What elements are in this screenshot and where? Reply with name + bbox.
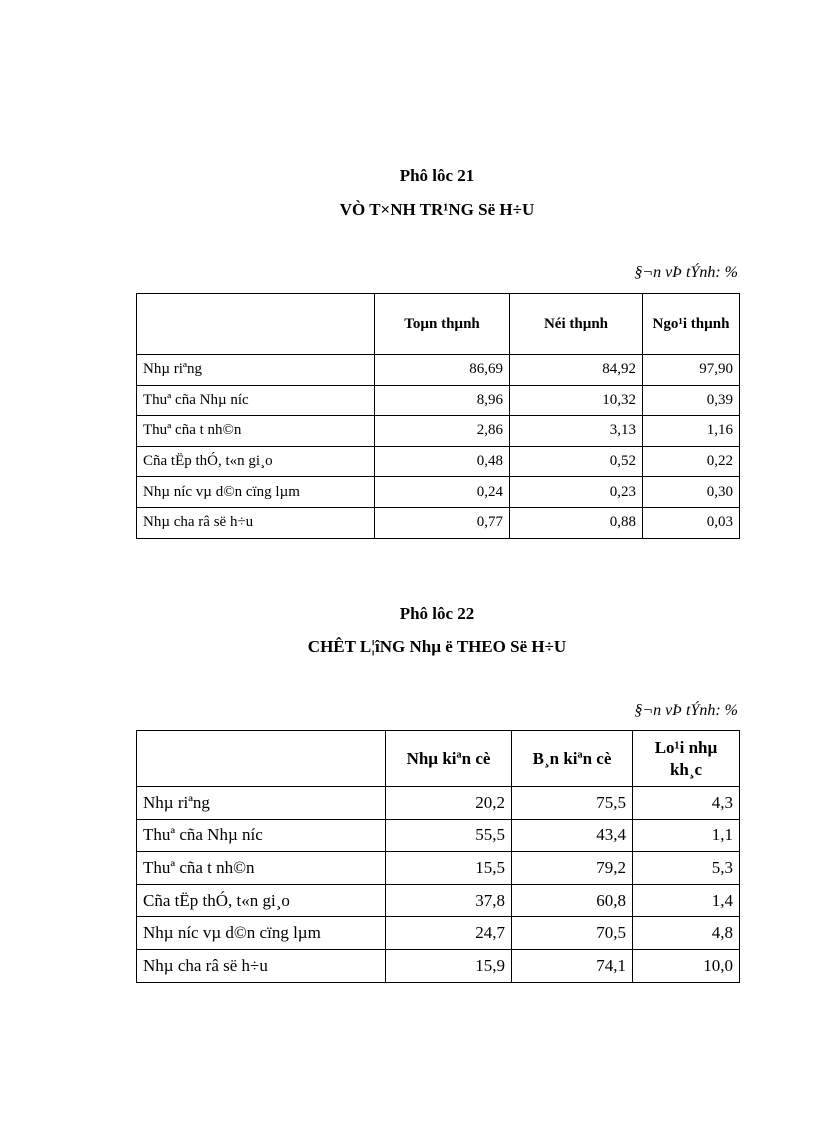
table-cell: 37,8 — [386, 884, 512, 917]
appendix-21-label: Phô lôc 21 — [399, 166, 475, 185]
table-row — [137, 446, 740, 477]
table-cell: 74,1 — [512, 949, 633, 982]
row-label: Thuª cña t nh©n — [137, 852, 386, 885]
table-cell: 0,77 — [375, 507, 510, 538]
table-cell: 8,96 — [375, 385, 510, 416]
row-label: Nhµ riªng — [137, 787, 386, 820]
table-cell: 0,22 — [643, 446, 740, 477]
row-label: Cña tËp thÓ, t«n gi¸o — [137, 884, 386, 917]
row-label: Nhµ níc vµ d©n cïng lµm — [137, 917, 386, 950]
table-cell: 0,88 — [510, 507, 643, 538]
table-cell: 0,48 — [375, 446, 510, 477]
table-header-cell: Ngo¹i thµnh — [643, 294, 740, 355]
row-label: Thuª cña t nh©n — [137, 416, 375, 447]
table-cell: 24,7 — [386, 917, 512, 950]
table-header-cell — [137, 731, 386, 787]
table-row — [137, 787, 740, 820]
appendix-22-title: CHÊT L¦îNG Nhµ ë THEO Së H÷U — [307, 637, 567, 656]
table-header-row — [137, 731, 740, 787]
table-cell: 43,4 — [512, 819, 633, 852]
row-label: Nhµ cha râ së h÷u — [137, 949, 386, 982]
table-row — [137, 477, 740, 508]
row-label: Thuª cña Nhµ níc — [137, 819, 386, 852]
appendix-21-title: VÒ T×NH TR¹NG Së H÷U — [339, 200, 535, 219]
table-row — [137, 385, 740, 416]
table-cell: 15,5 — [386, 852, 512, 885]
table-cell: 1,16 — [643, 416, 740, 447]
table-header-cell: Lo¹i nhµ kh¸c — [633, 731, 740, 787]
table-cell: 55,5 — [386, 819, 512, 852]
row-label: Nhµ cha râ së h÷u — [137, 507, 375, 538]
table-cell: 84,92 — [510, 355, 643, 386]
table-row — [137, 917, 740, 950]
row-label: Nhµ níc vµ d©n cïng lµm — [137, 477, 375, 508]
table-cell: 15,9 — [386, 949, 512, 982]
table-cell: 1,4 — [633, 884, 740, 917]
table-cell: 75,5 — [512, 787, 633, 820]
table-row — [137, 819, 740, 852]
table-cell: 5,3 — [633, 852, 740, 885]
appendix-21-unit: §¬n vÞ tÝnh: % — [634, 264, 738, 281]
table-cell: 4,3 — [633, 787, 740, 820]
table-cell: 0,52 — [510, 446, 643, 477]
table-cell: 10,32 — [510, 385, 643, 416]
table-cell: 10,0 — [633, 949, 740, 982]
table-cell: 97,90 — [643, 355, 740, 386]
table-cell: 0,30 — [643, 477, 740, 508]
table-cell: 4,8 — [633, 917, 740, 950]
row-label: Nhµ riªng — [137, 355, 375, 386]
table-cell: 3,13 — [510, 416, 643, 447]
table-cell: 86,69 — [375, 355, 510, 386]
table-header-cell: Néi thµnh — [510, 294, 643, 355]
row-label: Cña tËp thÓ, t«n gi¸o — [137, 446, 375, 477]
housing-quality-table — [136, 730, 740, 983]
row-label: Thuª cña Nhµ níc — [137, 385, 375, 416]
table-cell: 60,8 — [512, 884, 633, 917]
table-row — [137, 949, 740, 982]
table-row — [137, 355, 740, 386]
table-cell: 20,2 — [386, 787, 512, 820]
appendix-22-unit: §¬n vÞ tÝnh: % — [634, 702, 738, 719]
table-cell: 0,03 — [643, 507, 740, 538]
table-header-cell: Toµn thµnh — [375, 294, 510, 355]
table-cell: 79,2 — [512, 852, 633, 885]
table-cell: 2,86 — [375, 416, 510, 447]
table-header-cell — [137, 294, 375, 355]
table-header-row — [137, 294, 740, 355]
table-cell: 0,23 — [510, 477, 643, 508]
table-cell: 1,1 — [633, 819, 740, 852]
table-row — [137, 507, 740, 538]
table-row — [137, 884, 740, 917]
ownership-status-table — [136, 293, 740, 539]
table-cell: 0,39 — [643, 385, 740, 416]
table-row — [137, 416, 740, 447]
appendix-22-label: Phô lôc 22 — [399, 604, 475, 623]
table-cell: 0,24 — [375, 477, 510, 508]
table-row — [137, 852, 740, 885]
table-cell: 70,5 — [512, 917, 633, 950]
table-header-cell: Nhµ kiªn cè — [386, 731, 512, 787]
table-header-cell: B¸n kiªn cè — [512, 731, 633, 787]
